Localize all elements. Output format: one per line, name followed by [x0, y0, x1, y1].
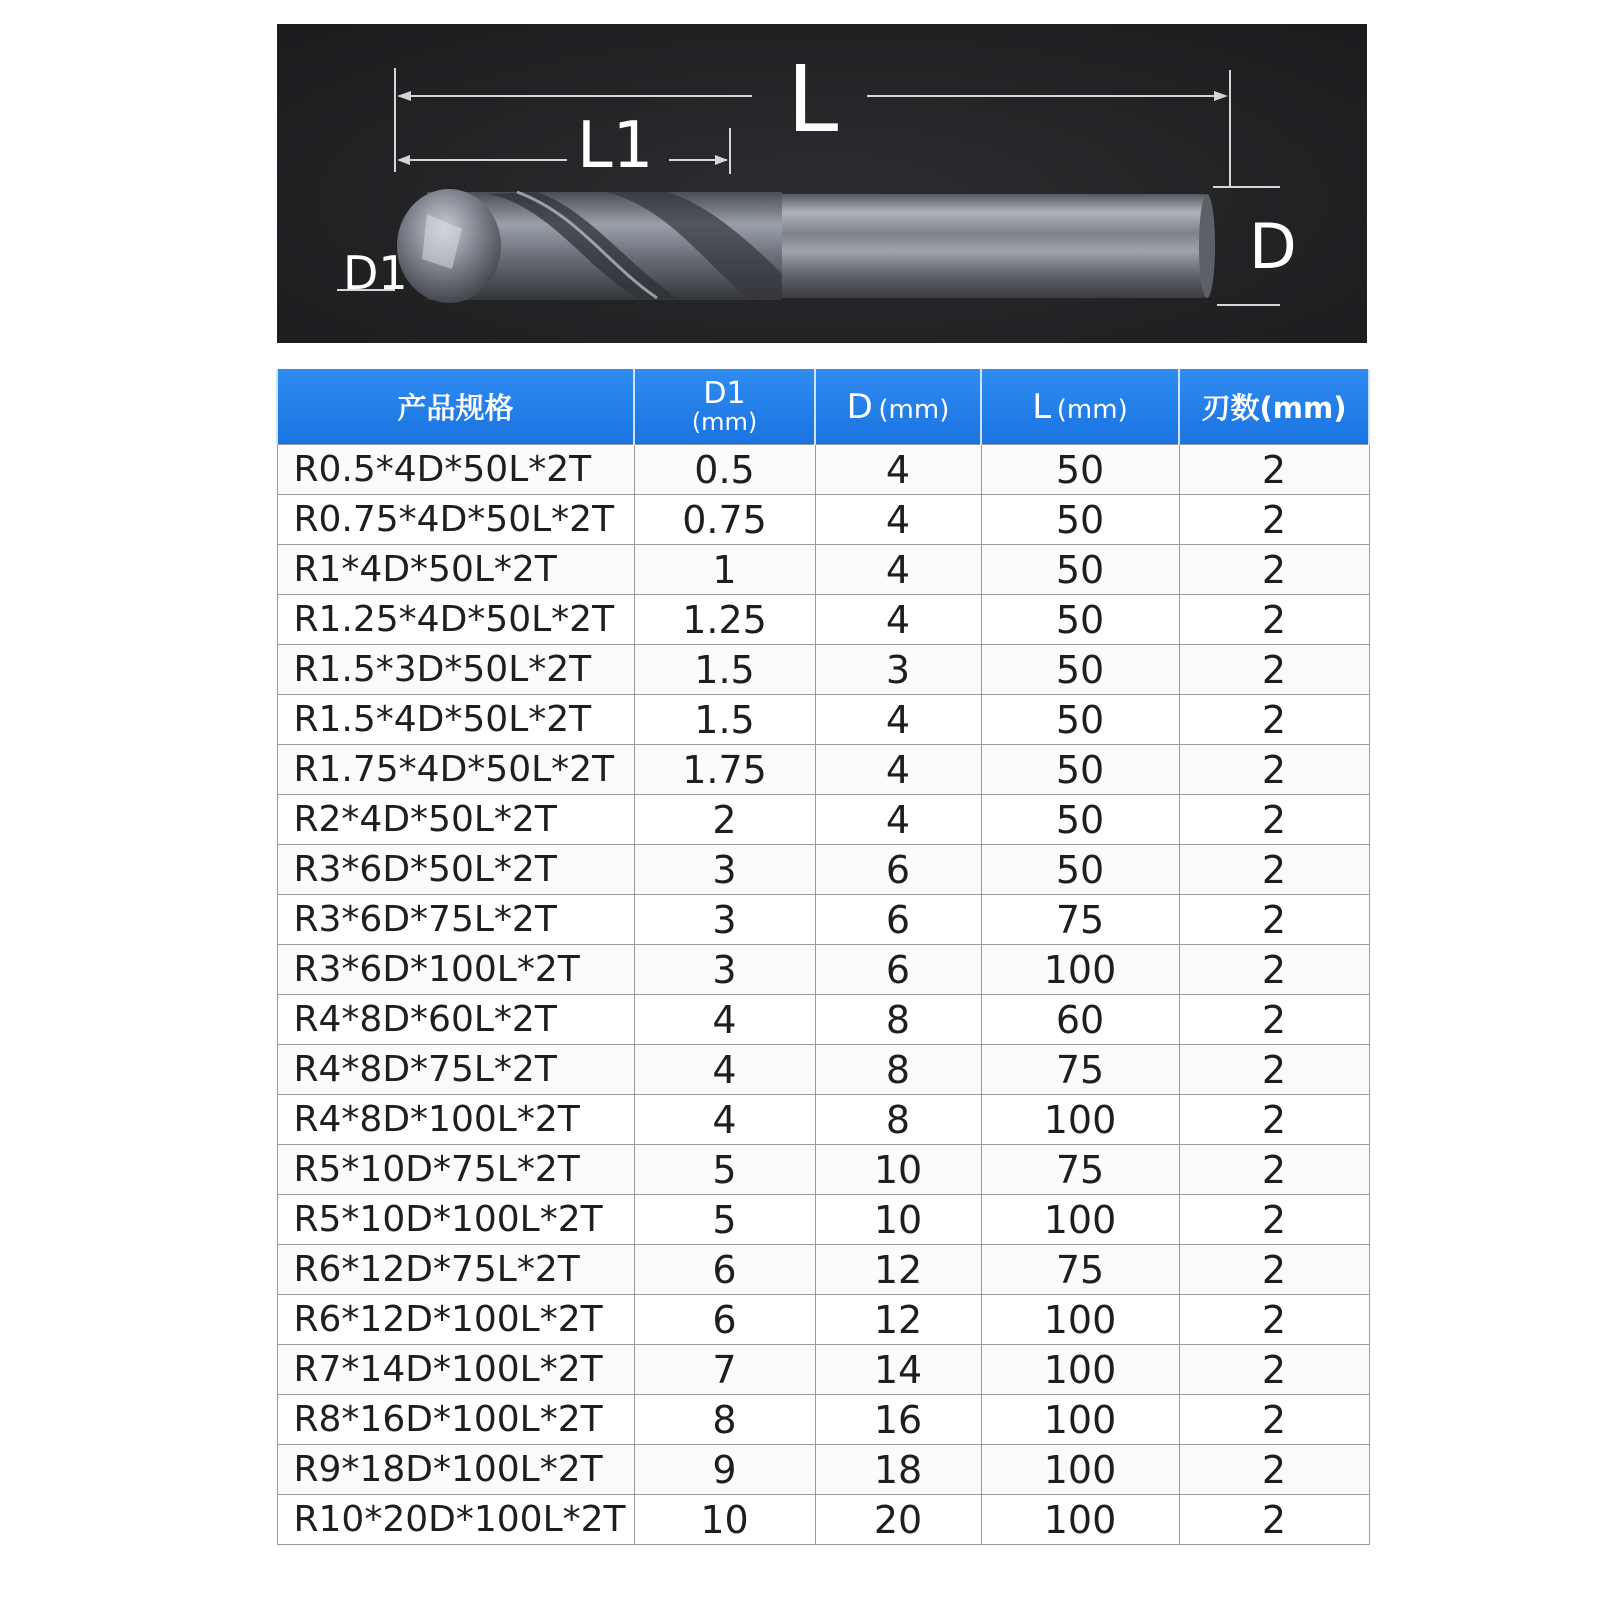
table-row — [277, 1495, 1369, 1545]
cell-l: 50 — [981, 545, 1179, 595]
cell-l: 50 — [981, 495, 1179, 545]
cell-d: 4 — [815, 595, 981, 645]
cell-flutes: 2 — [1179, 845, 1369, 895]
cell-l: 100 — [981, 945, 1179, 995]
shank-end — [1199, 194, 1215, 298]
cell-l: 50 — [981, 695, 1179, 745]
cell-spec: R6*12D*75L*2T — [277, 1245, 634, 1295]
table-row — [277, 1445, 1369, 1495]
table-header-row — [277, 369, 1369, 445]
cell-flutes: 2 — [1179, 945, 1369, 995]
cell-d: 6 — [815, 945, 981, 995]
cell-d1: 4 — [634, 1095, 815, 1145]
cell-spec: R5*10D*100L*2T — [277, 1195, 634, 1245]
table-row — [277, 645, 1369, 695]
table-row — [277, 1345, 1369, 1395]
cell-spec: R8*16D*100L*2T — [277, 1395, 634, 1445]
cell-l: 75 — [981, 895, 1179, 945]
table-row — [277, 495, 1369, 545]
cell-d: 16 — [815, 1395, 981, 1445]
table-row — [277, 695, 1369, 745]
cell-d1: 3 — [634, 845, 815, 895]
table-row — [277, 1295, 1369, 1345]
table-row — [277, 795, 1369, 845]
cell-l: 50 — [981, 595, 1179, 645]
cell-d: 4 — [815, 745, 981, 795]
cell-d1: 1.25 — [634, 595, 815, 645]
cell-l: 100 — [981, 1495, 1179, 1545]
cell-flutes: 2 — [1179, 1445, 1369, 1495]
header-l-label: L — [1032, 386, 1052, 427]
cell-spec: R9*18D*100L*2T — [277, 1445, 634, 1495]
cell-d: 10 — [815, 1145, 981, 1195]
table-row — [277, 545, 1369, 595]
cell-spec: R5*10D*75L*2T — [277, 1145, 634, 1195]
cell-d: 10 — [815, 1195, 981, 1245]
cell-d1: 0.5 — [634, 445, 815, 495]
cell-d1: 5 — [634, 1195, 815, 1245]
cell-flutes: 2 — [1179, 495, 1369, 545]
dimension-label-d: D — [1249, 210, 1297, 283]
cell-spec: R3*6D*75L*2T — [277, 895, 634, 945]
table-row — [277, 1195, 1369, 1245]
cell-flutes: 2 — [1179, 1045, 1369, 1095]
cell-d: 4 — [815, 795, 981, 845]
header-d1-unit: (mm) — [691, 407, 758, 436]
table-row — [277, 595, 1369, 645]
cell-spec: R0.5*4D*50L*2T — [277, 445, 634, 495]
cell-d1: 5 — [634, 1145, 815, 1195]
cell-d: 6 — [815, 845, 981, 895]
cell-d: 8 — [815, 1045, 981, 1095]
cell-l: 50 — [981, 845, 1179, 895]
cell-l: 50 — [981, 745, 1179, 795]
cell-d: 12 — [815, 1245, 981, 1295]
table-row — [277, 995, 1369, 1045]
table-row — [277, 845, 1369, 895]
cell-flutes: 2 — [1179, 1345, 1369, 1395]
header-d1-stack — [691, 375, 758, 436]
cell-d: 8 — [815, 995, 981, 1045]
cell-flutes: 2 — [1179, 1295, 1369, 1345]
cell-spec: R4*8D*60L*2T — [277, 995, 634, 1045]
cell-flutes: 2 — [1179, 695, 1369, 745]
cell-d1: 1.75 — [634, 745, 815, 795]
cell-d1: 3 — [634, 895, 815, 945]
cell-spec: R0.75*4D*50L*2T — [277, 495, 634, 545]
cell-l: 100 — [981, 1195, 1179, 1245]
cell-spec: R4*8D*75L*2T — [277, 1045, 634, 1095]
cell-l: 100 — [981, 1345, 1179, 1395]
cell-l: 100 — [981, 1295, 1179, 1345]
table-row — [277, 1045, 1369, 1095]
cell-spec: R3*6D*50L*2T — [277, 845, 634, 895]
cell-d1: 9 — [634, 1445, 815, 1495]
cell-spec: R1.5*3D*50L*2T — [277, 645, 634, 695]
cell-d1: 7 — [634, 1345, 815, 1395]
table-row — [277, 745, 1369, 795]
header-d-label: D — [846, 386, 873, 427]
cell-d1: 1.5 — [634, 645, 815, 695]
header-d — [815, 369, 981, 445]
dimension-label-l: L — [787, 46, 839, 153]
cell-d: 4 — [815, 545, 981, 595]
table-row — [277, 945, 1369, 995]
cell-flutes: 2 — [1179, 745, 1369, 795]
cell-spec: R6*12D*100L*2T — [277, 1295, 634, 1345]
table-row — [277, 1245, 1369, 1295]
header-l — [981, 369, 1179, 445]
cell-spec: R4*8D*100L*2T — [277, 1095, 634, 1145]
cell-spec: R1.75*4D*50L*2T — [277, 745, 634, 795]
cell-d1: 3 — [634, 945, 815, 995]
cell-d1: 6 — [634, 1245, 815, 1295]
product-dimension-diagram — [277, 24, 1367, 343]
cell-spec: R1.5*4D*50L*2T — [277, 695, 634, 745]
cell-flutes: 2 — [1179, 595, 1369, 645]
cell-flutes: 2 — [1179, 995, 1369, 1045]
cell-flutes: 2 — [1179, 1495, 1369, 1545]
cell-d: 4 — [815, 695, 981, 745]
cell-l: 75 — [981, 1045, 1179, 1095]
cell-d1: 10 — [634, 1495, 815, 1545]
cell-flutes: 2 — [1179, 1145, 1369, 1195]
cell-flutes: 2 — [1179, 445, 1369, 495]
cell-d1: 2 — [634, 795, 815, 845]
cell-d: 4 — [815, 495, 981, 545]
cell-spec: R7*14D*100L*2T — [277, 1345, 634, 1395]
l-arrow-right — [1214, 91, 1228, 101]
header-d-unit: (mm) — [878, 394, 950, 425]
l-arrow-left — [397, 91, 411, 101]
header-l-unit: (mm) — [1056, 394, 1128, 425]
l1-arrow-left — [397, 155, 410, 165]
cell-d1: 0.75 — [634, 495, 815, 545]
cell-flutes: 2 — [1179, 545, 1369, 595]
header-flutes-label: 刃数(mm) — [1201, 391, 1347, 425]
table-row — [277, 895, 1369, 945]
table-row — [277, 1145, 1369, 1195]
cell-l: 75 — [981, 1145, 1179, 1195]
cell-flutes: 2 — [1179, 1195, 1369, 1245]
header-d1-label: D1 — [703, 375, 746, 411]
cell-d: 6 — [815, 895, 981, 945]
cell-d1: 1.5 — [634, 695, 815, 745]
cell-d: 14 — [815, 1345, 981, 1395]
cell-d1: 4 — [634, 995, 815, 1045]
cell-d: 8 — [815, 1095, 981, 1145]
spec-table — [276, 369, 1370, 1545]
cell-spec: R1.25*4D*50L*2T — [277, 595, 634, 645]
header-spec — [277, 369, 634, 445]
cell-flutes: 2 — [1179, 895, 1369, 945]
cell-d1: 6 — [634, 1295, 815, 1345]
header-spec-label: 产品规格 — [397, 391, 514, 425]
cell-flutes: 2 — [1179, 1095, 1369, 1145]
cell-spec: R10*20D*100L*2T — [277, 1495, 634, 1545]
cell-l: 50 — [981, 645, 1179, 695]
cell-d: 12 — [815, 1295, 981, 1345]
cell-d1: 1 — [634, 545, 815, 595]
header-d1 — [634, 369, 815, 445]
cell-flutes: 2 — [1179, 645, 1369, 695]
dimension-label-d1: D1 — [343, 246, 408, 300]
cell-l: 100 — [981, 1395, 1179, 1445]
cell-spec: R2*4D*50L*2T — [277, 795, 634, 845]
cell-d1: 8 — [634, 1395, 815, 1445]
cell-spec: R1*4D*50L*2T — [277, 545, 634, 595]
cell-d: 18 — [815, 1445, 981, 1495]
table-row — [277, 1095, 1369, 1145]
cell-l: 50 — [981, 795, 1179, 845]
table-body — [277, 445, 1369, 1545]
cell-flutes: 2 — [1179, 1395, 1369, 1445]
cell-flutes: 2 — [1179, 1245, 1369, 1295]
cell-d: 20 — [815, 1495, 981, 1545]
cell-l: 60 — [981, 995, 1179, 1045]
dimension-label-l1: L1 — [577, 109, 654, 183]
table-row — [277, 445, 1369, 495]
header-flutes — [1179, 369, 1369, 445]
cell-spec: R3*6D*100L*2T — [277, 945, 634, 995]
table-row — [277, 1395, 1369, 1445]
cell-d: 4 — [815, 445, 981, 495]
cell-flutes: 2 — [1179, 795, 1369, 845]
l1-arrow-right — [715, 155, 728, 165]
cell-d1: 4 — [634, 1045, 815, 1095]
shank — [777, 194, 1209, 298]
cell-l: 100 — [981, 1095, 1179, 1145]
cell-l: 50 — [981, 445, 1179, 495]
cell-d: 3 — [815, 645, 981, 695]
cell-l: 100 — [981, 1445, 1179, 1495]
cell-l: 75 — [981, 1245, 1179, 1295]
